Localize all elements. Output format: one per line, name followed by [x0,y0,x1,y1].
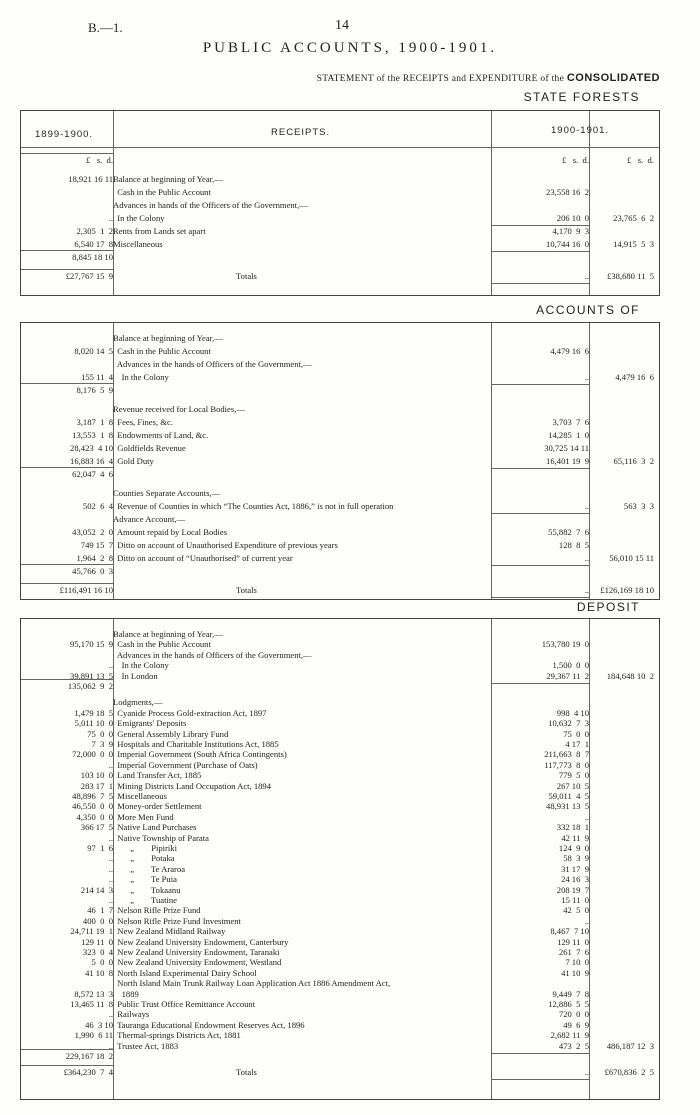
row-description: North Island Main Trunk Railway Loan Application Act 1886 Amendment Act, [113,978,391,989]
row-description: Advance Account,— [113,514,186,524]
table-row [21,864,659,875]
table-row [21,585,659,596]
row-description: Miscellaneous [113,791,167,801]
amount-1900-total: 23,765 6 2 [613,213,654,223]
amount-1900-detail: 1,500 0 0 [552,660,589,671]
amount-1899: .. [108,213,113,223]
table-row [21,968,659,979]
table-row [21,905,659,916]
subtotal-rule [21,250,113,251]
amount-1899: 7 3 9 [91,739,113,749]
row-description: New Zealand University Endowment, Westland [113,957,282,968]
table-row [21,239,659,250]
amount-1900-detail: 261 7 6 [558,947,589,957]
row-description: Tauranga Educational Endowment Reserves Act, 1896 [113,1019,305,1030]
amount-1900-detail: 4 17 1 [565,739,589,749]
amount-1899: 229,167 18 2 [65,1051,113,1061]
amount-1900-detail: 3,703 7 6 [552,417,589,427]
table-row [21,833,659,844]
row-description: Revenue of Counties in which “The Counties Act, 1886,” is not in full operation [113,501,394,511]
amount-1900-total: £ s. d. [627,155,654,165]
row-description: Hospitals and Charitable Institutions Act, 1885 [113,739,279,749]
subtotal-rule [21,153,113,154]
table-row [21,801,659,812]
amount-1899: .. [108,1009,113,1020]
amount-1899: 323 0 4 [82,947,113,957]
amount-1900-detail: 30,725 14 11 [544,443,589,453]
amount-1899: 13,553 1 8 [72,430,113,440]
row-description: Balance at beginning of Year,— [113,629,223,639]
table-row [21,566,659,577]
amount-1900-detail: 128 8 5 [558,540,589,550]
table-row [21,781,659,792]
amount-1899: £ s. d. [86,155,113,165]
column-header-1900: 1900-1901. [551,125,610,136]
amount-1900-detail: 14,285 1 0 [548,430,589,440]
amount-1899: 8,176 5 9 [76,385,113,395]
amount-1899: .. [108,874,113,885]
row-description: Counties Separate Accounts,— [113,488,221,498]
row-description: Native Land Purchases [113,822,197,833]
column-rule [491,283,589,284]
table-row [21,895,659,906]
amount-1900-detail: 48,931 13 5 [546,801,589,812]
amount-1899: 72,000 0 0 [72,749,113,760]
amount-1900-detail: 779 5 0 [558,770,589,781]
row-description: In the Colony [113,372,169,382]
amount-1900-detail: 10,744 16 0 [546,239,589,249]
row-description: Miscellaneous [113,239,163,249]
table-row [21,739,659,750]
table-row [21,155,659,166]
subtotal-rule [21,583,113,584]
amount-1900-detail: 332 18 1 [556,822,589,833]
table-row [21,660,659,671]
amount-1899: 749 15 7 [80,540,113,550]
table-row [21,514,659,525]
amount-1899: 214 14 3 [80,884,113,895]
amount-1899: 8,020 14 5 [74,346,113,356]
table-row [21,1067,659,1078]
row-description: Imperial Government (Purchase of Oats) [113,759,258,770]
row-description: Ditto on account of Unauthorised Expenditure of previous years [113,540,338,550]
row-description: Revenue received for Local Bodies,— [113,404,245,414]
table-row [21,213,659,224]
amount-1900-detail: 267 10 5 [556,780,589,791]
amount-1900-total: 4,479 16 6 [615,372,654,382]
table-row [21,916,659,927]
row-description: „ Potaka [113,853,175,864]
amount-1900-detail: 4,170 9 3 [552,226,589,236]
row-description: Imperial Government (South Africa Contingents) [113,749,287,760]
row-description: New Zealand Midland Railway [113,926,226,937]
amount-1900-detail: 55,882 7 6 [548,527,589,537]
amount-1900-detail: 206 10 0 [556,213,589,223]
amount-1899: 46 3 10 [85,1019,113,1030]
amount-1899: .. [108,895,113,905]
row-description: Railways [113,1009,150,1020]
row-description: Thermal-springs Districts Act, 1881 [113,1030,241,1041]
subtotal-rule [21,467,113,468]
amount-1900-detail: 2,682 11 9 [550,1030,589,1041]
amount-1899: 95,170 15 9 [70,639,113,650]
amount-1900-detail: 129 11 0 [557,936,589,947]
table-row [21,1009,659,1020]
accounts-table [20,322,660,600]
table-row [21,885,659,896]
amount-1899: £116,491 16 10 [59,585,113,595]
subtotal-rule [21,1049,113,1050]
row-description: Gold Duty [113,456,154,466]
section-title-deposit: DEPOSIT [576,600,640,614]
row-description: Cyanide Process Gold-extraction Act, 1897 [113,707,267,718]
table-row [21,456,659,467]
amount-1899: 5,011 10 0 [74,718,113,729]
amount-1899: 366 17 5 [80,822,113,833]
row-description: Money-order Settlement [113,801,202,812]
amount-1899: 135,062 9 2 [67,681,113,691]
amount-1900-detail: 10,632 7 3 [548,718,589,729]
column-header-receipts: RECEIPTS. [271,127,331,138]
table-row [21,874,659,885]
row-description: Emigrants' Deposits [113,718,187,729]
amount-1900-detail: 42 5 0 [563,905,589,916]
row-description: Ditto on account of “Unauthorised” of current year [113,553,293,563]
table-row [21,174,659,185]
subtotal-rule [21,269,113,270]
amount-1900-detail: .. [584,501,589,511]
row-description: Native Township of Parata [113,832,209,843]
table-row [21,681,659,692]
table-row [21,947,659,958]
amount-1900-total: 563 3 3 [623,501,654,511]
section-title-state-forests: STATE FORESTS [523,90,640,104]
amount-1899: 1,990 6 11 [74,1030,113,1041]
subtitle-bold: CONSOLIDATED [566,72,660,84]
amount-1899: 1,479 18 5 [74,707,113,718]
amount-1900-detail: 24 16 3 [561,874,589,885]
table-row [21,718,659,729]
amount-1899: .. [108,853,113,864]
amount-1899: 97 1 6 [87,843,113,853]
table-row [21,488,659,499]
table-row [21,1020,659,1031]
table-row [21,553,659,564]
amount-1899: 5 0 0 [91,957,113,968]
amount-1900-detail: 23,558 16 2 [546,187,589,197]
amount-1900-detail: 998 4 10 [556,707,589,718]
row-description: „ Tokaanu [113,884,181,895]
section-title-accounts-of: ACCOUNTS OF [536,303,640,317]
amount-1900-detail: 59,011 4 5 [548,791,589,801]
row-description: „ Tuatine [113,895,177,905]
table-row [21,417,659,428]
amount-1900-detail: 49 6 9 [563,1019,589,1030]
amount-1899: 24,711 19 1 [70,926,113,937]
table-row [21,359,659,370]
amount-1900-detail: 473 2 5 [558,1040,589,1051]
row-description: Public Trust Office Remittance Account [113,999,256,1009]
row-description: In the Colony [113,213,165,223]
column-rule [491,1079,589,1080]
table-row [21,404,659,415]
row-description: Amount repaid by Local Bodies [113,527,228,537]
row-description: Advances in the hands of Officers of the Government,— [113,649,312,660]
table-row [21,770,659,781]
table-row [21,729,659,740]
table-row [21,843,659,854]
amount-1900-detail: .. [584,585,589,595]
row-description: „ Te Puia [113,874,177,885]
amount-1900-total: 486,187 12 3 [606,1040,654,1051]
amount-1899: 103 10 0 [80,770,113,781]
table-row [21,346,659,357]
row-description: Totals [236,585,257,595]
amount-1899: 4,350 0 0 [76,811,113,822]
amount-1900-detail: 211,663 8 7 [544,749,589,760]
amount-1900-detail: 720 0 0 [558,1009,589,1020]
amount-1900-detail: 42 11 9 [561,832,589,843]
amount-1900-detail: 15 11 0 [561,895,589,905]
row-description: In London [113,670,158,681]
table-row [21,430,659,441]
amount-1899: 28,423 4 10 [70,443,113,453]
row-description: Totals [236,1067,257,1078]
table-row [21,501,659,512]
table-row [21,749,659,760]
amount-1900-detail: .. [584,1067,589,1078]
row-description: New Zealand University Endowment, Taranaki [113,947,280,957]
row-description: Cash in the Public Account [113,639,211,650]
row-description: 1889 [113,988,139,999]
amount-1900-detail: 117,773 8 0 [544,759,589,770]
row-description: Fees, Fines, &c. [113,417,173,427]
amount-1900-detail: 16,401 19 9 [546,456,589,466]
table-row [21,989,659,1000]
subtotal-rule [21,679,113,680]
row-description: Advances in hands of the Officers of the Government,— [113,200,308,210]
table-row [21,697,659,708]
row-description: Totals [236,271,257,281]
amount-1900-detail: 41 10 9 [561,967,589,978]
row-description: Endowments of Land, &c. [113,430,209,440]
table-row [21,853,659,864]
table-row [21,671,659,682]
table-row [21,443,659,454]
document-reference: B.—1. [88,20,123,35]
amount-1899: £364,230 7 4 [63,1067,113,1078]
column-rule [491,597,589,598]
amount-1899: 39,891 13 5 [70,670,113,681]
amount-1900-detail: 7 10 0 [565,957,589,968]
amount-1899: 41 10 8 [85,967,113,978]
amount-1900-detail: 8,467 7 10 [550,926,589,937]
table-row [21,708,659,719]
table-row [21,629,659,640]
amount-1899: 46 1 7 [87,905,113,916]
row-description: Mining Districts Land Occupation Act, 1894 [113,780,272,791]
table-row [21,812,659,823]
table-row [21,650,659,661]
amount-1899: .. [108,863,113,874]
amount-1900-detail: 153,780 19 0 [541,639,589,650]
table-row [21,226,659,237]
table-row [21,937,659,948]
amount-1899: 8,845 18 10 [72,252,113,262]
amount-1899: 155 11 4 [81,372,113,382]
amount-1900-detail: £ s. d. [562,155,589,165]
state-forests-table [20,110,660,296]
table-row [21,385,659,396]
amount-1899: 8,572 13 3 [74,988,113,999]
table-row [21,1051,659,1062]
amount-1899: 62,047 4 6 [72,469,113,479]
table-row [21,271,659,282]
amount-1899: 6,540 17 8 [74,239,113,249]
amount-1900-total: 14,915 5 3 [613,239,654,249]
amount-1900-detail: 124 9 0 [558,843,589,853]
column-header-1899: 1899-1900. [35,129,94,140]
subtotal-rule [21,383,113,384]
amount-1899: 18,921 16 11 [68,174,113,184]
page-title: PUBLIC ACCOUNTS, 1900-1901. [202,40,498,56]
table-row [21,791,659,802]
amount-1899: .. [108,832,113,843]
header-rule [21,147,659,148]
subtitle-text: STATEMENT of the RECEIPTS and EXPENDITURE of the [316,74,565,84]
row-description: In the Colony [113,660,169,671]
table-row [21,1030,659,1041]
table-row [21,527,659,538]
amount-1899: 502 6 4 [82,501,113,511]
row-description: Cash in the Public Account [113,187,211,197]
row-description: „ Pipiriki [113,843,177,853]
deposit-table [20,618,660,1100]
amount-1899: 283 17 1 [80,780,113,791]
table-row [21,252,659,263]
statement-subtitle [317,72,660,84]
amount-1900-detail: 75 0 0 [563,728,589,739]
page-number: 14 [335,18,349,33]
table-row [21,822,659,833]
row-description: Trustee Act, 1883 [113,1040,179,1051]
row-description: New Zealand University Endowment, Canterbury [113,936,289,947]
amount-1900-total: 65,116 3 2 [613,456,654,466]
amount-1899: 45,766 0 3 [72,566,113,576]
table-row [21,978,659,989]
table-row [21,926,659,937]
row-description: Balance at beginning of Year,— [113,333,223,343]
table-row [21,639,659,650]
table-row [21,760,659,771]
amount-1900-total: £126,169 18 10 [600,585,654,595]
amount-1899: 48,896 7 5 [72,791,113,801]
table-row [21,957,659,968]
table-row [21,999,659,1010]
row-description: Lodgments,— [113,697,163,708]
amount-1899: 129 11 0 [81,936,113,947]
amount-1900-total: £670,836 2 5 [604,1067,654,1078]
amount-1900-detail: .. [584,811,589,822]
row-description: „ Te Araroa [113,863,186,874]
amount-1900-detail: .. [584,372,589,382]
amount-1899: 400 0 0 [82,915,113,926]
amount-1900-total: 184,648 10 2 [606,670,654,681]
amount-1899: 3,187 1 8 [76,417,113,427]
amount-1899: 43,052 2 0 [72,527,113,537]
amount-1900-detail: 4,479 16 6 [550,346,589,356]
amount-1899: 1,964 2 8 [76,553,113,563]
table-row [21,469,659,480]
row-description: Nelson Rifle Prize Fund [113,905,201,916]
amount-1899: £27,767 15 9 [65,271,113,281]
row-description: Rents from Lands set apart [113,226,206,236]
row-description: General Assembly Library Fund [113,728,229,739]
amount-1900-detail: .. [584,915,589,926]
row-description: Land Transfer Act, 1885 [113,770,202,781]
amount-1899: 16,883 16 4 [70,456,113,466]
amount-1900-detail: .. [584,553,589,563]
table-row [21,200,659,211]
row-description: Nelson Rifle Prize Fund Investment [113,915,241,926]
table-row [21,540,659,551]
table-row [21,187,659,198]
amount-1899: 75 0 0 [87,728,113,739]
amount-1900-detail: 29,367 11 2 [546,670,589,681]
amount-1900-total: 56,010 15 11 [609,553,654,563]
subtotal-rule [21,1065,113,1066]
row-description: Balance at beginning of Year,— [113,174,223,184]
amount-1900-detail: 31 17 9 [561,863,589,874]
table-row [21,333,659,344]
row-description: North Island Experimental Dairy School [113,967,257,978]
amount-1900-total: £38,680 11 5 [607,271,654,281]
amount-1899: .. [108,1040,113,1051]
amount-1900-detail: 9,449 7 8 [552,988,589,999]
amount-1900-detail: .. [584,271,589,281]
amount-1899: 13,465 11 8 [70,999,113,1009]
amount-1899: 46,550 0 0 [72,801,113,812]
row-description: More Men Fund [113,811,174,822]
table-row [21,1041,659,1052]
amount-1899: 2,305 1 2 [76,226,113,236]
amount-1900-detail: 208 19 7 [556,884,589,895]
amount-1900-detail: 12,886 5 5 [548,999,589,1009]
amount-1899: .. [108,660,113,671]
row-description: Cash in the Public Account [113,346,211,356]
table-row [21,372,659,383]
amount-1899: .. [108,759,113,770]
subtotal-rule [21,564,113,565]
row-description: Goldfields Revenue [113,443,186,453]
amount-1900-detail: 58 3 9 [563,853,589,864]
row-description: Advances in the hands of Officers of the Government,— [113,359,312,369]
